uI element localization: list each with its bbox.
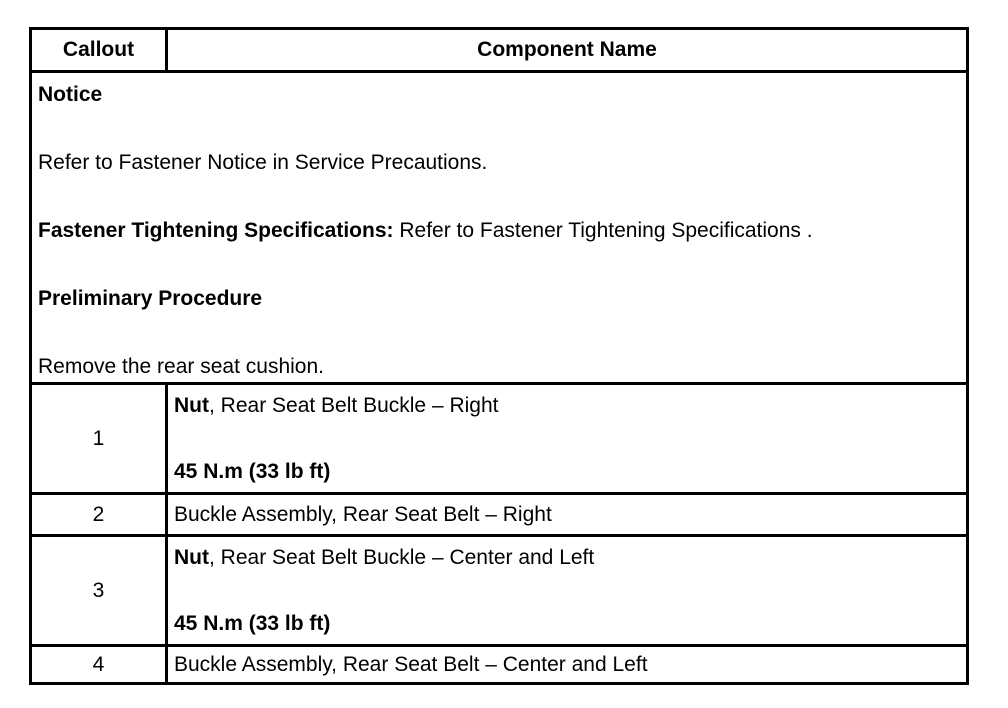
table-row: [32, 534, 966, 644]
table-row: [32, 644, 966, 682]
callout-number: 4: [32, 647, 168, 682]
table-row: [32, 382, 966, 492]
component-name-bold: Nut: [174, 394, 209, 417]
callout-number: 1: [32, 385, 168, 492]
table-header-row: [32, 30, 966, 70]
component-name-rest: , Rear Seat Belt Buckle – Center and Left: [209, 546, 595, 569]
component-cell: [168, 537, 966, 644]
table-row: [32, 492, 966, 534]
callout-number: 2: [32, 495, 168, 534]
preliminary-procedure-text: Remove the rear seat cushion.: [38, 355, 324, 378]
component-name: Buckle Assembly, Rear Seat Belt – Center and Left: [174, 652, 648, 676]
torque-spec: 45 N.m (33 lb ft): [174, 612, 331, 635]
preliminary-procedure-title: Preliminary Procedure: [38, 287, 263, 310]
component-name-rest: , Rear Seat Belt Buckle – Right: [209, 394, 499, 417]
fastener-spec-text: Refer to Fastener Tightening Specifications .: [393, 219, 813, 242]
component-name: [174, 389, 966, 422]
component-name: Buckle Assembly, Rear Seat Belt – Right: [174, 502, 552, 526]
notice-block: [32, 78, 966, 384]
notice-title: Notice: [38, 83, 103, 106]
component-name-column-header: Component Name: [477, 38, 657, 61]
notice-text: Refer to Fastener Notice in Service Precautions.: [38, 151, 488, 174]
fastener-spec-line: [38, 214, 966, 248]
callout-column-header: Callout: [32, 30, 168, 70]
component-table: [29, 27, 969, 685]
component-cell: [168, 385, 966, 492]
component-name: [174, 541, 966, 574]
callout-number: 3: [32, 537, 168, 644]
torque-spec: 45 N.m (33 lb ft): [174, 460, 331, 483]
notice-row: [32, 70, 966, 382]
component-name-bold: Nut: [174, 546, 209, 569]
fastener-spec-label: Fastener Tightening Specifications:: [38, 219, 394, 242]
